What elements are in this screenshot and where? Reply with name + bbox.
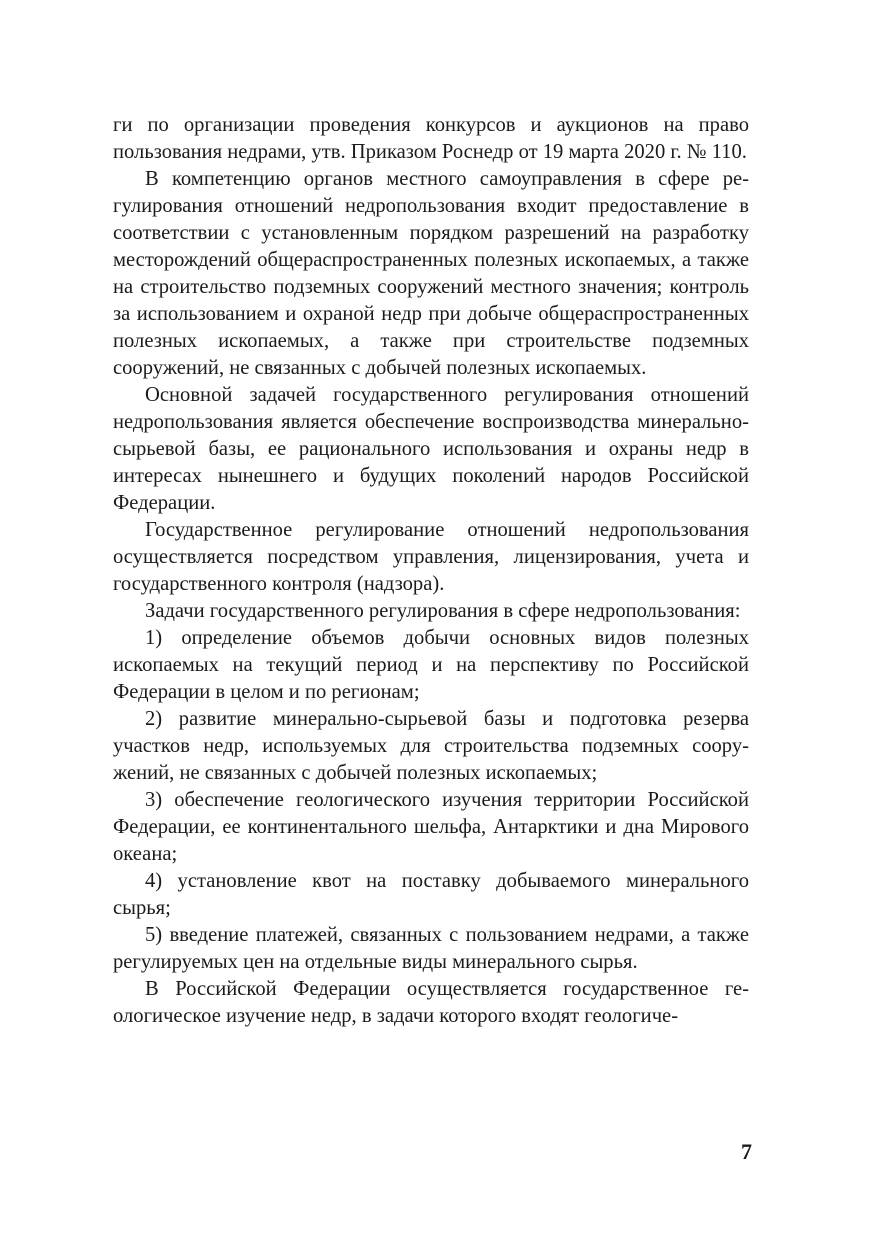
- page-number: 7: [741, 1139, 752, 1164]
- list-item-4: 4) установление квот на поставку добываемого минерального сырья;: [113, 870, 749, 919]
- list-item-2: 2) развитие минерально-сырьевой базы и подготовка резерва участков недр, используемых для строительства подземных сооружений, не связанных с добычей полезных ископаемых;: [113, 708, 749, 784]
- list-item-3: 3) обеспечение геологического изучения территории Российской Федерации, ее континентального шельфа, Антарктики и дна Мирового океана;: [113, 789, 749, 865]
- list-item-1: 1) определение объемов добычи основных видов полезных ископаемых на текущий период и на перспективу по Российской Федерации в целом и по регионам;: [113, 627, 749, 703]
- paragraph-geological-study: В Российской Федерации осуществляется государственное геологическое изучение недр, в задачи которого входят геологиче-: [113, 978, 749, 1027]
- paragraph-continuation: ги по организации проведения конкурсов и аукционов на право пользования недрами, утв. Приказом Роснедр от 19 марта 2020 г. № 110.: [113, 114, 749, 163]
- list-item-5: 5) введение платежей, связанных с пользованием недрами, а также регулируемых цен на отдельные виды минерального сырья.: [113, 924, 749, 973]
- paragraph-tasks-intro: Задачи государственного регулирования в сфере недропользования:: [145, 600, 741, 622]
- paragraph-main-task: Основной задачей государственного регулирования отношений недропользования является обеспечение воспроизводства минерально-сырьевой базы, ее рационального использования и охраны недр в интересах нынешнего и будущих поколений народов Российской Федерации.: [113, 384, 749, 514]
- body-text: [113, 112, 749, 1030]
- paragraph-local-government-competence: В компетенцию органов местного самоуправления в сфере регулирования отношений недропользования входит предоставление в соответствии с установленным порядком разрешений на разработку месторождений общераспространенных полезных ископаемых, а также на строительство подземных сооружений местного значения; контроль за использованием и охраной недр при добыче общераспространенных полезных ископаемых, а также при строительстве подземных сооружений, не связанных с добычей полезных ископаемых.: [113, 168, 749, 379]
- paragraph-regulation-means: Государственное регулирование отношений недропользования осуществляется посредством управления, лицензирования, учета и государственного контроля (надзора).: [113, 519, 749, 595]
